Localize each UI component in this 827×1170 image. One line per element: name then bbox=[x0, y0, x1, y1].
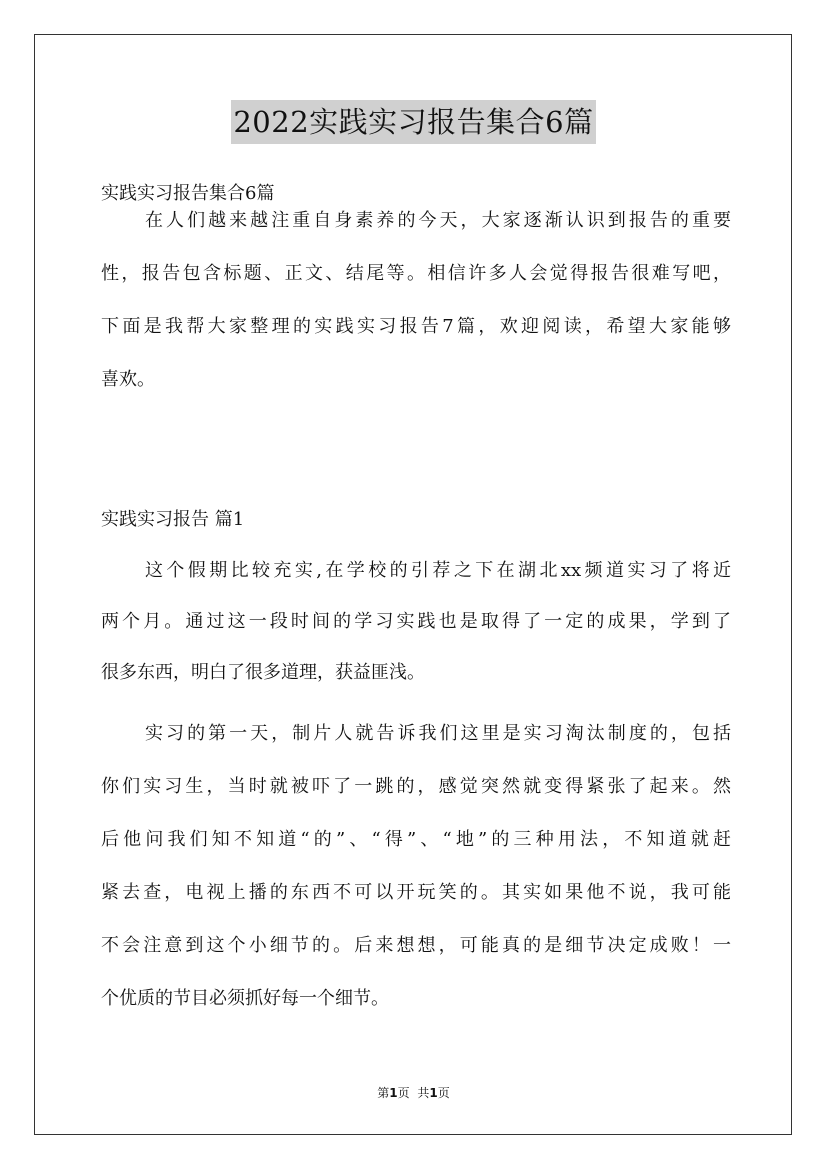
section-heading: 实践实习报告 篇1 bbox=[101, 509, 245, 530]
title-container bbox=[0, 100, 827, 144]
page-number: 1 bbox=[389, 1086, 398, 1100]
paragraph-line: 实习的第一天，制片人就告诉我们这里是实习淘汰制度的，包括 bbox=[145, 723, 731, 744]
total-pages: 1 bbox=[429, 1086, 438, 1100]
intro-line: 性，报告包含标题、正文、结尾等。相信许多人会觉得报告很难写吧， bbox=[101, 263, 731, 284]
paragraph-line: 很多东西，明白了很多道理，获益匪浅。 bbox=[101, 662, 425, 683]
page-prefix: 第 bbox=[377, 1086, 390, 1100]
section1-paragraph-1 bbox=[101, 545, 731, 698]
intro-paragraph bbox=[101, 194, 731, 406]
page-footer bbox=[0, 1084, 827, 1101]
paragraph-line: 不会注意到这个小细节的。后来想想，可能真的是细节决定成败！一 bbox=[101, 935, 731, 956]
section1-heading-wrap bbox=[101, 493, 731, 546]
document-subtitle: 实践实习报告集合6篇 bbox=[101, 183, 275, 204]
intro-line: 在人们越来越注重自身素养的今天，大家逐渐认识到报告的重要 bbox=[145, 210, 731, 231]
paragraph-line: 后他问我们知不知道“的”、“得”、“地”的三种用法，不知道就赶 bbox=[101, 829, 731, 850]
section1-paragraph-2 bbox=[101, 707, 731, 1025]
paragraph-line: 你们实习生，当时就被吓了一跳的，感觉突然就变得紧张了起来。然 bbox=[101, 776, 731, 797]
document-title: 2022实践实习报告集合6篇 bbox=[231, 100, 595, 144]
paragraph-line: 紧去查，电视上播的东西不可以开玩笑的。其实如果他不说，我可能 bbox=[101, 882, 731, 903]
intro-line: 喜欢。 bbox=[101, 369, 155, 390]
paragraph-line: 这个假期比较充实,在学校的引荐之下在湖北xx频道实习了将近 bbox=[145, 560, 731, 581]
intro-line: 下面是我帮大家整理的实践实习报告7篇，欢迎阅读，希望大家能够 bbox=[101, 316, 731, 337]
total-suffix: 页 bbox=[437, 1086, 450, 1100]
total-prefix: 共 bbox=[417, 1086, 430, 1100]
paragraph-line: 两个月。通过这一段时间的学习实践也是取得了一定的成果，学到了 bbox=[101, 611, 731, 632]
paragraph-line: 个优质的节目必须抓好每一个细节。 bbox=[101, 988, 389, 1009]
page-suffix: 页 bbox=[397, 1086, 410, 1100]
